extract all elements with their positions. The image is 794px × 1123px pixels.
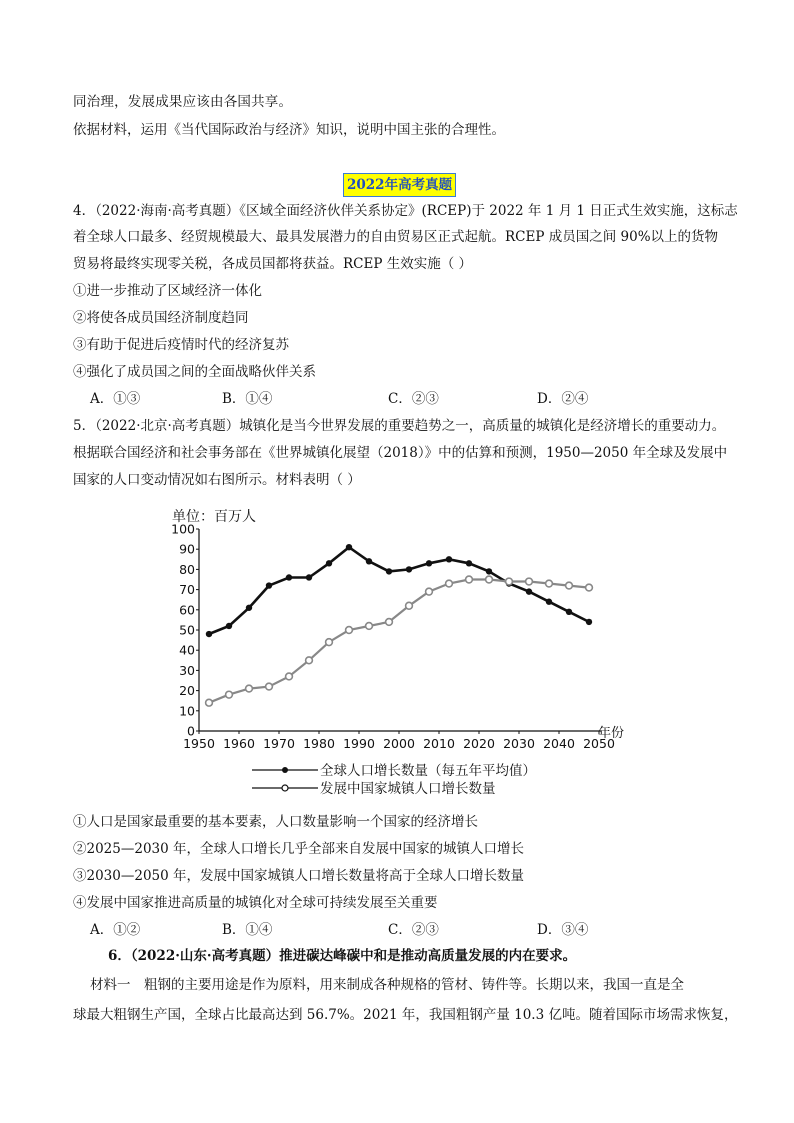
- x-tick-label: 1990: [343, 736, 375, 751]
- q4-statement-1: ①进一步推动了区域经济一体化: [73, 283, 262, 299]
- q4-option-d[interactable]: D．②④: [537, 391, 589, 407]
- chart-x-label: 年份: [598, 726, 625, 741]
- q5-option-c[interactable]: C．②③: [388, 922, 439, 938]
- series-1-point: [466, 560, 472, 566]
- q4-stem-line-1: 4．（2022·海南·高考真题）《区域全面经济伙伴关系协定》(RCEP)于 2022 年 1 月 1 日正式生效实施，这标志: [73, 203, 738, 219]
- series-1-point: [546, 599, 552, 605]
- series-1-point: [586, 619, 592, 625]
- x-tick-label: 2020: [463, 736, 495, 751]
- x-tick-label: 2050: [583, 736, 615, 751]
- series-1-point: [526, 588, 532, 594]
- text-continuation: 同治理，发展成果应该由各国共享。: [73, 94, 293, 110]
- series-2-point: [206, 699, 213, 706]
- section-title: 2022年高考真题: [343, 173, 456, 197]
- y-tick-label: 40: [179, 642, 195, 658]
- series-2-point: [306, 657, 313, 664]
- q4-statement-4: ④强化了成员国之间的全面战略伙伴关系: [73, 364, 316, 380]
- chart-unit-label: 单位：百万人: [172, 509, 256, 525]
- x-tick-label: 1980: [303, 736, 335, 751]
- series-2-point: [586, 584, 593, 591]
- q4-stem-line-2: 着全球人口最多、经贸规模最大、最具发展潜力的自由贸易区正式起航。RCEP 成员国之间 90%以上的货物: [73, 229, 719, 245]
- series-1-point: [406, 566, 412, 572]
- y-tick-label: 70: [179, 582, 195, 598]
- y-tick-label: 90: [179, 541, 195, 557]
- x-tick-label: 2040: [543, 736, 575, 751]
- x-tick-label: 2030: [503, 736, 535, 751]
- series-1-point: [246, 605, 252, 611]
- q5-option-a[interactable]: A．①②: [90, 922, 141, 938]
- series-1-point: [226, 623, 232, 629]
- x-tick-label: 2000: [383, 736, 415, 751]
- series-2-point: [226, 691, 233, 698]
- q6-stem: 6．（2022·山东·高考真题）推进碳达峰碳中和是推动高质量发展的内在要求。: [108, 948, 577, 964]
- x-tick-label: 1950: [183, 736, 215, 751]
- series-1-point: [366, 558, 372, 564]
- q6-material-line-2: 球最大粗钢生产国，全球占比最高达到 56.7%。2021 年，我国粗钢产量 10.3 亿吨。随着国际市场需求恢复，: [73, 1007, 738, 1023]
- series-2-point: [326, 639, 333, 646]
- q5-statement-3: ③2030—2050 年，发展中国家城镇人口增长数量将高于全球人口增长数量: [73, 868, 525, 884]
- series-2-point: [486, 576, 493, 583]
- series-2-point: [466, 576, 473, 583]
- series-2-point: [526, 578, 533, 585]
- y-tick-label: 100: [171, 521, 195, 537]
- x-tick-label: 1970: [263, 736, 295, 751]
- q5-option-b[interactable]: B．①④: [222, 922, 273, 938]
- series-1-point: [426, 560, 432, 566]
- series-1-point: [346, 544, 352, 550]
- series-2-point: [286, 673, 293, 680]
- series-2-point: [566, 582, 573, 589]
- series-1-point: [566, 609, 572, 615]
- x-tick-label: 2010: [423, 736, 455, 751]
- series-1-point: [486, 568, 492, 574]
- series-1-point: [206, 631, 212, 637]
- q5-stem-line-1: 5．（2022·北京·高考真题）城镇化是当今世界发展的重要趋势之一，高质量的城镇化是经济增长的重要动力。: [73, 418, 726, 434]
- population-chart: [0, 495, 794, 815]
- series-2-point: [426, 588, 433, 595]
- series-1-point: [446, 556, 452, 562]
- q4-statement-3: ③有助于促进后疫情时代的经济复苏: [73, 337, 289, 353]
- series-2-point: [446, 580, 453, 587]
- y-tick-label: 50: [179, 622, 195, 638]
- task-line: 依据材料，运用《当代国际政治与经济》知识，说明中国主张的合理性。: [73, 122, 505, 138]
- series-2-point: [266, 683, 273, 690]
- q4-statement-2: ②将使各成员国经济制度趋同: [73, 310, 249, 326]
- y-tick-label: 80: [179, 561, 195, 577]
- series-1-point: [306, 574, 312, 580]
- series-2-point: [246, 685, 253, 692]
- series-2-point: [366, 623, 373, 630]
- q4-option-b[interactable]: B．①④: [222, 391, 273, 407]
- y-tick-label: 10: [179, 703, 195, 719]
- series-1-point: [326, 560, 332, 566]
- y-tick-label: 60: [179, 602, 195, 618]
- q4-option-a[interactable]: A．①③: [90, 391, 141, 407]
- q4-stem-line-3: 贸易将最终实现零关税，各成员国都将获益。RCEP 生效实施（ ）: [73, 256, 473, 272]
- q5-statement-2: ②2025—2030 年，全球人口增长几乎全部来自发展中国家的城镇人口增长: [73, 841, 525, 857]
- q4-option-c[interactable]: C．②③: [388, 391, 439, 407]
- y-tick-label: 30: [179, 662, 195, 678]
- q5-stem-line-3: 国家的人口变动情况如右图所示。材料表明（ ）: [73, 472, 361, 488]
- legend-label-1: 全球人口增长数量（每五年平均值）: [320, 763, 536, 779]
- y-tick-label: 20: [179, 683, 195, 699]
- legend-label-2: 发展中国家城镇人口增长数量: [320, 781, 496, 797]
- legend-marker-2: [282, 785, 288, 791]
- y-tick-label: 0: [187, 723, 195, 739]
- series-2-point: [406, 602, 413, 609]
- q5-statement-1: ①人口是国家最重要的基本要素，人口数量影响一个国家的经济增长: [73, 814, 478, 830]
- legend-marker-1: [282, 767, 288, 773]
- q5-stem-line-2: 根据联合国经济和社会事务部在《世界城镇化展望（2018）》中的估算和预测，1950—2050 年全球及发展中: [73, 445, 728, 461]
- q6-material-line-1: 材料一 粗钢的主要用途是作为原料，用来制成各种规格的管材、铸件等。长期以来，我国一直是全: [90, 977, 684, 993]
- series-1-point: [266, 582, 272, 588]
- series-2-point: [546, 580, 553, 587]
- series-2-point: [346, 627, 353, 634]
- series-2-point: [506, 578, 513, 585]
- x-tick-label: 1960: [223, 736, 255, 751]
- series-1-point: [286, 574, 292, 580]
- q5-option-d[interactable]: D．③④: [537, 922, 589, 938]
- q5-statement-4: ④发展中国家推进高质量的城镇化对全球可持续发展至关重要: [73, 895, 438, 911]
- series-2-point: [386, 619, 393, 626]
- series-1-point: [386, 568, 392, 574]
